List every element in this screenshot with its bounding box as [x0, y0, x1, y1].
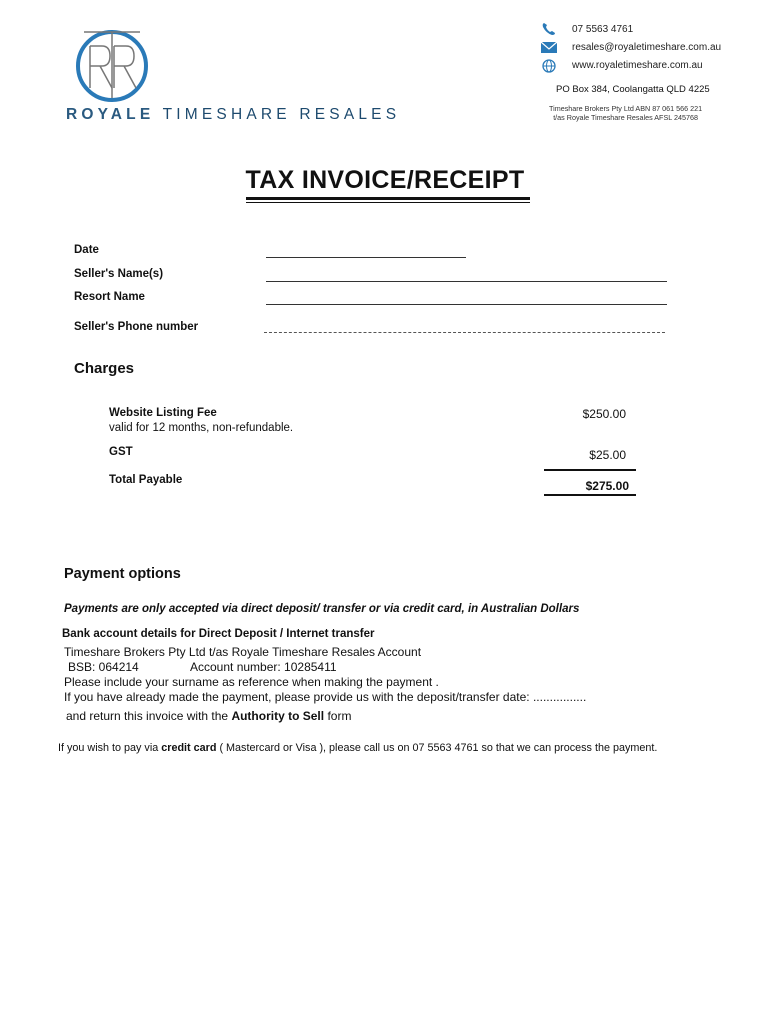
cc-prefix: If you wish to pay via — [58, 742, 159, 754]
title-underline — [246, 197, 530, 200]
total-top-rule — [544, 469, 636, 471]
gst-label: GST — [109, 446, 133, 458]
listing-fee-amount: $250.00 — [582, 407, 626, 421]
total-payable-amount: $275.00 — [585, 479, 629, 493]
total-bottom-rule — [544, 494, 636, 496]
already-paid-note: If you have already made the payment, please provide us with the deposit/transfer date: ................ — [64, 690, 587, 704]
brand-first-word: ROYALE — [66, 106, 155, 123]
date-label: Date — [74, 244, 99, 256]
account-name: Timeshare Brokers Pty Ltd t/as Royale Timeshare Resales Account — [64, 645, 422, 659]
listing-fee-label: Website Listing Fee — [109, 407, 217, 419]
seller-names-label: Seller's Name(s) — [74, 268, 164, 280]
document-title: TAX INVOICE/RECEIPT — [245, 166, 525, 194]
seller-phone-field-line[interactable] — [264, 332, 665, 333]
seller-phone-label: Seller's Phone number — [74, 321, 199, 333]
website-text: www.royaletimeshare.com.au — [572, 60, 703, 71]
brand-name — [66, 106, 400, 124]
surname-reference-note: Please include your surname as reference when making the payment . — [64, 675, 439, 689]
resort-name-label: Resort Name — [74, 291, 145, 303]
title-underline-thin — [246, 202, 530, 203]
cc-suffix: ( Mastercard or Visa ), please call us on 07 5563 4761 so that we can process the payment. — [219, 742, 658, 754]
abn-line-2: t/as Royale Timeshare Resales AFSL 245768 — [553, 113, 698, 122]
bank-details-header: Bank account details for Direct Deposit / Internet transfer — [62, 628, 375, 640]
account-number: Account number: 10285411 — [190, 660, 337, 674]
return-prefix: and return this invoice with the — [66, 709, 229, 723]
abn-line-1: Timeshare Brokers Pty Ltd ABN 87 061 566 221 — [549, 104, 703, 113]
return-invoice-note — [66, 709, 351, 723]
email-text: resales@royaletimeshare.com.au — [572, 42, 722, 53]
phone-icon — [540, 22, 558, 36]
bsb-number: BSB: 064214 — [68, 660, 139, 674]
globe-icon — [540, 59, 558, 73]
authority-to-sell-link: Authority to Sell — [231, 709, 325, 723]
payment-note: Payments are only accepted via direct deposit/ transfer or via credit card, in Australian Dollars — [64, 603, 580, 615]
postal-address: PO Box 384, Coolangatta QLD 4225 — [556, 84, 710, 95]
gst-amount: $25.00 — [589, 448, 626, 462]
phone-text: 07 5563 4761 — [572, 24, 634, 35]
charges-heading: Charges — [74, 360, 135, 377]
date-field-line[interactable] — [266, 257, 466, 258]
listing-fee-note: valid for 12 months, non-refundable. — [109, 422, 294, 434]
cc-bold: credit card — [161, 742, 217, 754]
payment-options-heading: Payment options — [64, 566, 181, 582]
return-suffix: form — [327, 709, 352, 723]
royale-logo-icon — [62, 26, 170, 106]
seller-names-field-line[interactable] — [266, 281, 667, 282]
brand-rest: TIMESHARE RESALES — [162, 106, 401, 123]
total-payable-label: Total Payable — [109, 474, 183, 486]
resort-name-field-line[interactable] — [266, 304, 667, 305]
abn-details — [549, 104, 702, 122]
credit-card-note — [58, 741, 728, 755]
email-icon — [540, 41, 558, 55]
